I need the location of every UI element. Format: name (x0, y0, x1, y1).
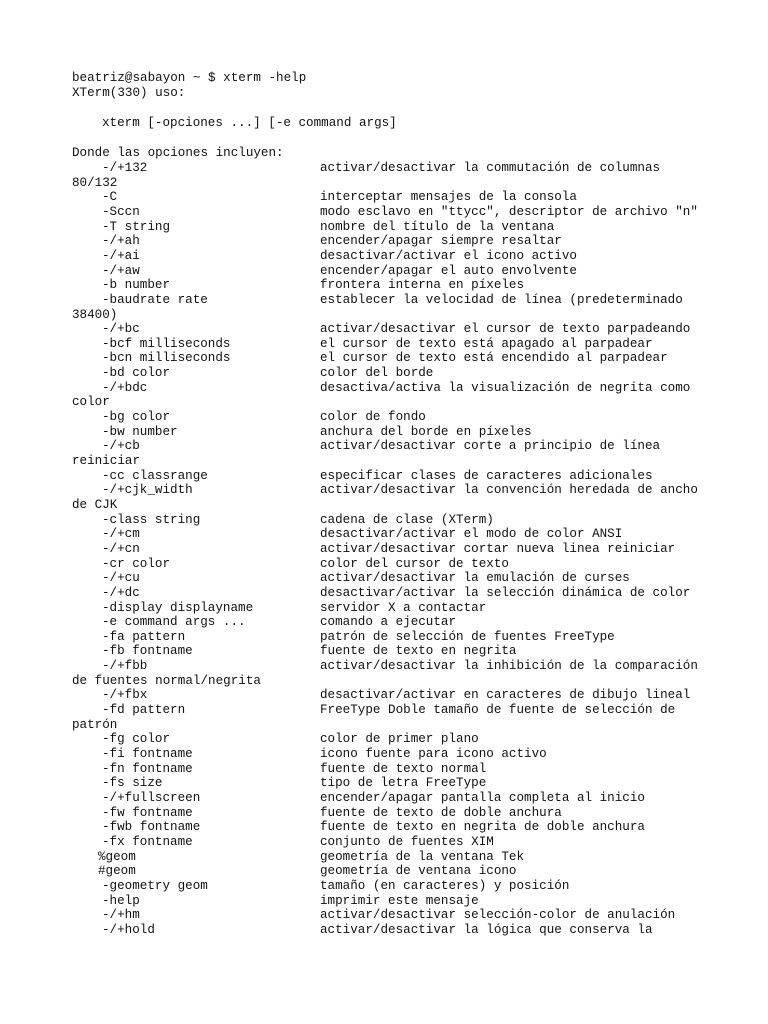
option-description: servidor X a contactar (320, 600, 487, 615)
option-description-continuation: 38400) (72, 307, 118, 322)
option-flag: -cc classrange (102, 468, 208, 483)
option-flag: -cr color (102, 556, 171, 571)
option-flag: -fb fontname (102, 644, 193, 659)
option-description: encender/apagar pantalla completa al inicio (320, 790, 645, 805)
option-flag: -bcf milliseconds (102, 336, 231, 351)
shell-prompt-line: beatriz@sabayon ~ $ xterm -help (72, 71, 307, 85)
option-flag: -/+fbx (102, 688, 148, 703)
option-flag: -fd pattern (102, 703, 186, 718)
option-description: activar/desactivar la convención heredada de ancho (320, 483, 698, 498)
option-flag: -C (102, 190, 118, 205)
option-description: activar/desactivar corte a principio de línea (320, 439, 661, 454)
option-description-continuation: 80/132 (72, 175, 118, 190)
option-flag: -/+ai (102, 248, 140, 263)
option-description-continuation: patrón (72, 717, 118, 732)
option-description-continuation: de CJK (72, 497, 118, 512)
option-description: activar/desactivar la commutación de columnas (320, 161, 661, 175)
option-description: patrón de selección de fuentes FreeType (320, 629, 615, 644)
option-flag: %geom (98, 849, 136, 864)
option-description: color del borde (320, 366, 434, 381)
option-description: color del cursor de texto (320, 556, 509, 571)
option-flag: -/+cn (102, 541, 140, 556)
option-flag: -/+fullscreen (102, 790, 201, 805)
option-description: el cursor de texto está apagado al parpadear (320, 336, 653, 351)
option-flag: -b number (102, 278, 171, 293)
option-flag: -/+hold (102, 922, 155, 937)
option-description: fuente de texto en negrita de doble anchura (320, 820, 645, 835)
option-flag: -display displayname (102, 600, 254, 615)
option-description: activar/desactivar la emulación de curses (320, 571, 630, 586)
option-flag: -fi fontname (102, 747, 193, 761)
option-flag: -/+bc (102, 322, 140, 337)
option-description: desactiva/activa la visualización de negrita como (320, 380, 691, 395)
option-flag: -bw number (102, 424, 178, 439)
option-description: anchura del borde en píxeles (320, 424, 532, 439)
option-description: desactivar/activar en caracteres de dibujo lineal (320, 688, 691, 703)
option-description: fuente de texto normal (320, 761, 487, 776)
option-description: color de primer plano (320, 732, 479, 747)
option-flag: -bd color (102, 366, 171, 381)
option-description: activar/desactivar el cursor de texto parpadeando (320, 322, 691, 337)
option-description: fuente de texto en negrita (320, 644, 517, 659)
option-flag: -fg color (102, 732, 171, 747)
option-description: comando a ejecutar (320, 615, 457, 630)
option-description: desactivar/activar el icono activo (320, 248, 577, 263)
option-flag: -fs size (102, 776, 163, 791)
option-description: conjunto de fuentes XIM (320, 834, 494, 849)
option-description: desactivar/activar la selección dinámica de color (320, 585, 691, 600)
option-description-continuation: color (72, 395, 110, 410)
option-description: FreeType Doble tamaño de fuente de selección de (320, 703, 676, 718)
option-flag: -help (102, 893, 140, 908)
option-flag: -/+ah (102, 234, 140, 249)
option-flag: -e command args ... (102, 615, 246, 630)
option-flag: -fwb fontname (102, 820, 201, 835)
option-flag: -bcn milliseconds (102, 351, 231, 366)
option-flag: -/+cm (102, 527, 140, 542)
option-description: desactivar/activar el modo de color ANSI (320, 527, 623, 542)
option-flag: -fw fontname (102, 805, 193, 820)
option-description: encender/apagar el auto envolvente (320, 263, 577, 278)
option-flag: -/+cb (102, 439, 140, 454)
option-description: activar/desactivar la lógica que conserva la (320, 922, 653, 937)
option-description: encender/apagar siempre resaltar (320, 234, 562, 249)
option-description: fuente de texto de doble anchura (320, 805, 562, 820)
option-description: tipo de letra FreeType (320, 776, 487, 791)
option-description: activar/desactivar cortar nueva linea reiniciar (320, 541, 676, 556)
option-flag: -class string (102, 512, 201, 527)
version-line: XTerm(330) uso: (72, 86, 186, 100)
option-flag: -bg color (102, 410, 171, 425)
option-flag: -Sccn (102, 204, 140, 219)
option-flag: #geom (98, 864, 136, 879)
option-flag: -/+cjk_width (102, 483, 193, 498)
option-flag: -fn fontname (102, 761, 193, 776)
option-description: geometría de la ventana Tek (320, 849, 525, 864)
option-description: modo esclavo en "ttycc", descriptor de archivo "n" (320, 204, 698, 219)
option-flag: -T string (102, 219, 171, 234)
option-description: imprimir este mensaje (320, 893, 479, 908)
option-description-continuation: de fuentes normal/negrita (72, 673, 261, 688)
option-description: interceptar mensajes de la consola (320, 190, 577, 205)
option-description-continuation: reiniciar (72, 454, 141, 468)
options-intro: Donde las opciones incluyen: (72, 146, 284, 160)
option-description: activar/desactivar la inhibición de la comparación (320, 659, 698, 674)
usage-line: xterm [-opciones ...] [-e command args] (102, 116, 397, 130)
option-description: nombre del título de la ventana (320, 219, 555, 234)
option-description: icono fuente para icono activo (320, 747, 547, 761)
option-description: activar/desactivar selección-color de anulación (320, 908, 676, 923)
option-description: cadena de clase (XTerm) (320, 512, 494, 527)
option-flag: -/+dc (102, 585, 140, 600)
option-flag: -geometry geom (102, 878, 208, 893)
option-flag: -/+hm (102, 908, 140, 923)
option-description: especificar clases de caracteres adicionales (320, 468, 653, 483)
option-flag: -/+aw (102, 263, 140, 278)
option-description: el cursor de texto está encendido al parpadear (320, 351, 668, 366)
option-description: color de fondo (320, 410, 426, 425)
option-description: frontera interna en píxeles (320, 278, 525, 293)
option-flag: -fa pattern (102, 629, 186, 644)
option-flag: -/+fbb (102, 659, 148, 674)
option-description: establecer la velocidad de línea (predeterminado (320, 292, 683, 307)
option-description: tamaño (en caracteres) y posición (320, 878, 570, 893)
option-flag: -baudrate rate (102, 292, 208, 307)
option-flag: -/+cu (102, 571, 140, 586)
option-flag: -fx fontname (102, 834, 193, 849)
option-flag: -/+bdc (102, 380, 148, 395)
option-flag: -/+132 (102, 161, 148, 175)
option-description: geometría de ventana icono (320, 864, 517, 879)
